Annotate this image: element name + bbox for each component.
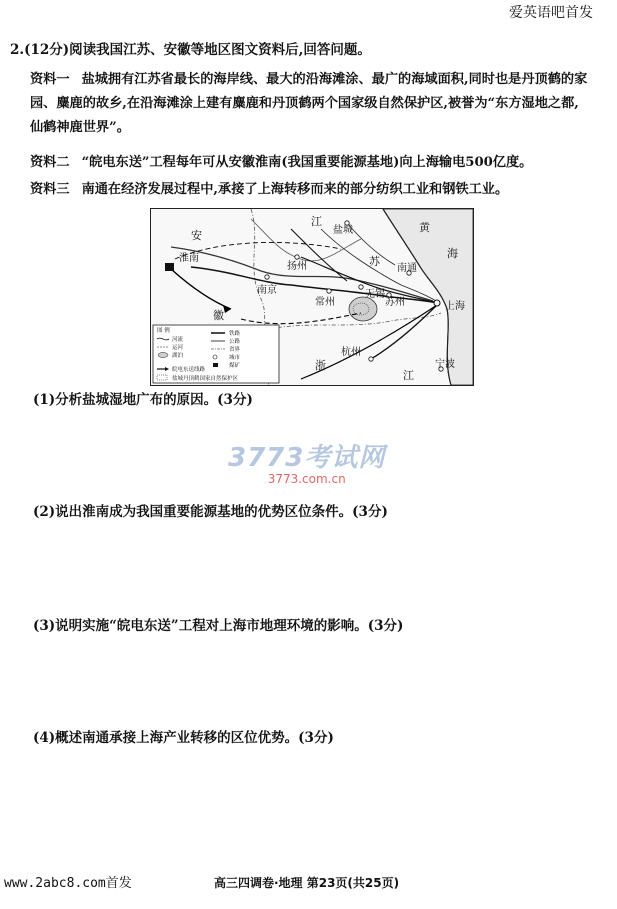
legend-lake: 湖泊 [172,353,184,359]
region-map-svg [151,209,473,385]
city-dot-wuxi [359,285,363,289]
sub-question-3: (3)说明实施“皖电东送”工程对上海市地理环境的影响。(3分) [33,618,404,634]
label-yangzhou: 扬州 [287,261,307,272]
label-jiang-top: 江 [311,215,322,228]
material-1-label: 资料一 [30,72,70,87]
label-changzhou: 常州 [315,297,335,308]
label-jiang-bottom: 江 [403,369,414,382]
label-an: 安 [191,229,202,242]
city-dot-shanghai [434,300,440,306]
railway-3 [371,303,439,359]
sub-question-4: (4)概述南通承接上海产业转移的区位优势。(3分) [33,730,334,746]
label-wuxi: 无锡 [365,289,385,300]
sub-question-2: (2)说出淮南成为我国重要能源基地的优势区位条件。(3分) [33,504,388,520]
label-nantong: 南通 [397,263,417,274]
legend-power-route: 皖电东送线路 [172,367,206,373]
watermark-url: 3773.com.cn [267,472,346,486]
question-title: 2.(12分)阅读我国江苏、安徽等地区图文资料后,回答问题。 [10,42,371,58]
label-nanjing: 南京 [257,285,277,296]
label-su: 苏 [369,255,380,268]
label-huainan: 淮南 [179,253,199,264]
legend-coal-mine: 煤矿 [229,363,241,369]
site-watermark [228,437,385,486]
material-3-label: 资料三 [30,182,70,197]
legend-river: 河流 [172,337,184,343]
legend-railway: 铁路 [229,331,241,337]
map-legend [153,325,279,383]
taihu-lake [349,297,377,321]
city-dot-yangzhou [295,255,299,259]
legend-highway: 公路 [229,339,241,345]
label-yancheng: 盐城 [333,225,353,236]
label-hui: 徽 [213,309,224,322]
city-dot-nanjing [265,275,269,279]
legend-canal: 运河 [172,345,184,351]
legend-province-border: 省界 [229,347,241,353]
material-2 [30,151,590,175]
coal-mine-huainan [165,263,174,271]
label-hangzhou: 杭州 [341,347,361,358]
label-huang: 黄 [419,221,430,234]
power-route-2 [241,313,361,324]
label-suzhou: 苏州 [385,297,405,308]
label-ningbo: 宁波 [435,359,455,370]
material-3-text: 南通在经济发展过程中,承接了上海转移而来的部分纺织工业和钢铁工业。 [81,182,509,197]
material-1-text: 盐城拥有江苏省最长的海岸线、最大的沿海滩涂、最广的海域面积,同时也是丹顶鹤的家园、麋鹿的故乡,在沿海滩涂上建有麋鹿和丹顶鹤两个国家级自然保护区,被誉为“东方湿地之都,仙鹤神鹿世界”。 [30,72,588,135]
legend-reserve: 盐城丹顶鹤国家自然保护区 [172,376,239,382]
label-hai: 海 [447,247,458,260]
label-zhe: 浙 [315,359,326,372]
material-2-label: 资料二 [30,155,70,170]
power-route-3 [175,242,341,259]
material-3 [30,178,590,202]
footer-source: www.2abc8.com首发 [4,876,132,891]
corner-note: 爱英语吧首发 [509,5,593,21]
watermark-logo: 3773考试网 [228,443,386,473]
legend-title: 图 例 [157,328,170,334]
material-1 [30,68,590,140]
material-2-text: “皖电东送”工程每年可从安徽淮南(我国重要能源基地)向上海输电500亿度。 [81,155,533,170]
legend-city: 城市 [229,355,241,361]
sub-question-1: (1)分析盐城湿地广布的原因。(3分) [33,392,253,408]
region-map [150,208,474,386]
power-route-arrow-1 [223,305,231,313]
city-dot-changzhou [327,289,331,293]
power-route-1 [171,269,231,309]
footer-page-info: 高三四调卷·地理 第23页(共25页) [214,876,400,890]
city-dot-hangzhou [369,357,373,361]
label-shanghai: 上海 [445,301,465,312]
